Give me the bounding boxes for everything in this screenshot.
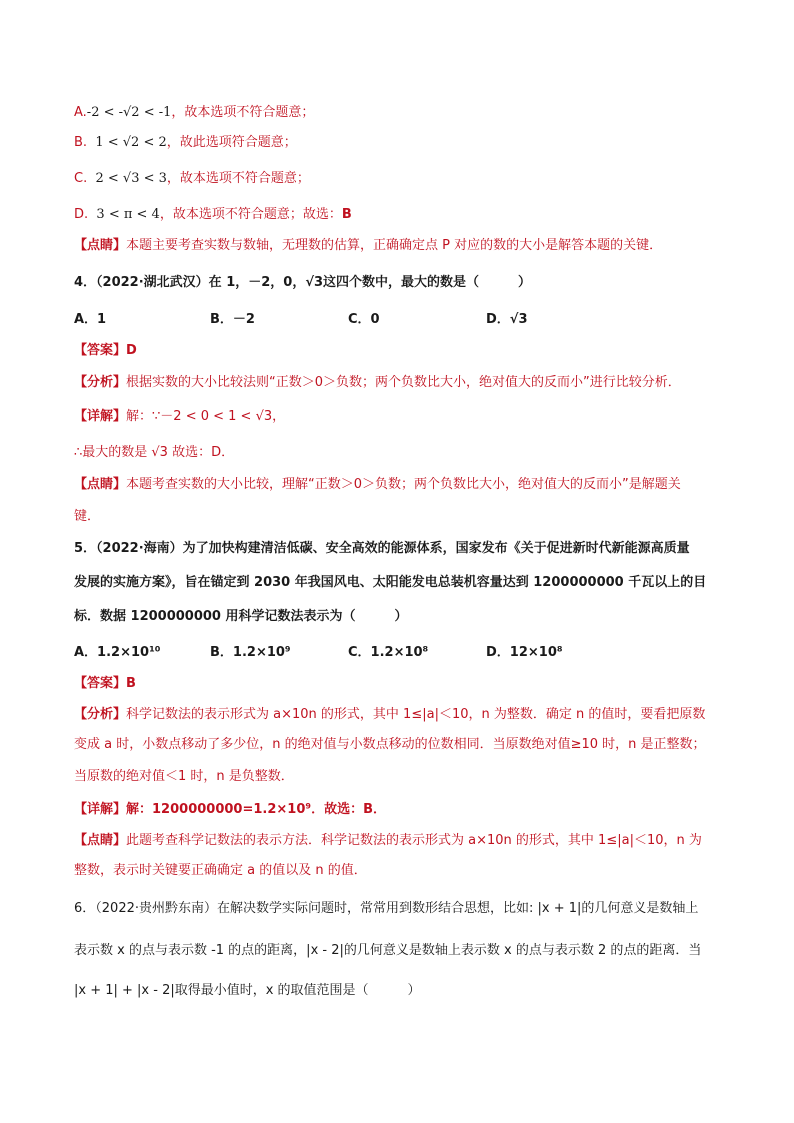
q5-analysis-line3: 当原数的绝对值＜1 时，n 是负整数．	[74, 769, 294, 784]
q3-option-d-label: D.	[74, 207, 89, 222]
q4-stem: 4．（2022·湖北武汉）在 1，－2，0，√3这四个数中，最大的数是（ ）	[74, 275, 532, 290]
q3-option-c	[74, 170, 310, 188]
q5-stem-line1: 5．（2022·海南）为了加快构建清洁低碳、安全高效的能源体系，国家发布《关于促进新时代新能源高质量	[74, 541, 690, 556]
q5-analysis	[74, 706, 705, 724]
q5-detail	[74, 801, 386, 819]
q4-comment-tag: 【点睛】	[74, 477, 127, 492]
q4-conclusion	[74, 444, 234, 462]
q3-answer: B	[341, 207, 352, 222]
q3-option-d-expr: 3 < π < 4	[96, 207, 160, 222]
q5-detail-tag: 【详解】	[74, 802, 127, 817]
q3-option-c-expr: 2 < √3 < 3	[95, 171, 167, 186]
q5-answer: B	[126, 676, 136, 691]
q3-option-b	[74, 134, 297, 152]
q6-stem-line2: 表示数 x 的点与表示数 -1 的点的距离，|x - 2|的几何意义是数轴上表示数 x 的点与表示数 2 的点的距离．当	[74, 943, 702, 958]
q5-stem-line3: 标．数据 1200000000 用科学记数法表示为（ ）	[74, 609, 408, 624]
q4-detail-tag: 【详解】	[74, 409, 127, 424]
q5-comment	[74, 832, 702, 850]
q3-option-b-text: ，故此选项符合题意；	[166, 135, 297, 150]
q3-option-a	[74, 104, 314, 122]
q4-conclusion-text: ∴最大的数是 √3 故选：D．	[74, 445, 235, 460]
q4-detail-text: 解：∵－2 < 0 < 1 < √3，	[126, 409, 286, 424]
q5-answer-line	[74, 675, 136, 693]
q3-option-c-label: C.	[74, 171, 88, 186]
q5-option-c: C．1.2×10⁸	[348, 645, 429, 660]
q4-analysis-tag: 【分析】	[74, 375, 127, 390]
q5-comment-line2: 整数，表示时关键要正确确定 a 的值以及 n 的值．	[74, 863, 367, 878]
q3-comment	[74, 237, 662, 255]
q5-analysis-tag: 【分析】	[74, 707, 127, 722]
q3-option-c-text: ，故本选项不符合题意；	[166, 171, 310, 186]
q4-answer: D	[126, 343, 137, 358]
q3-option-d	[74, 206, 352, 224]
q4-comment	[74, 476, 681, 494]
q3-option-a-text: ，故本选项不符合题意；	[171, 105, 315, 120]
q3-comment-text: 本题主要考查实数与数轴，无理数的估算，正确确定点 P 对应的数的大小是解答本题的关键．	[126, 238, 663, 253]
q3-option-a-label: A.	[74, 105, 87, 120]
q3-comment-tag: 【点睛】	[74, 238, 127, 253]
q4-option-a: A．1	[74, 312, 107, 327]
q5-answer-tag: 【答案】	[74, 676, 127, 691]
q5-comment-tag: 【点睛】	[74, 833, 127, 848]
q5-option-d: D．12×10⁸	[486, 645, 563, 660]
q4-detail	[74, 408, 285, 426]
q4-answer-line	[74, 342, 137, 360]
q4-comment-line2: 键．	[74, 509, 101, 524]
q5-option-b: B．1.2×10⁹	[210, 645, 291, 660]
q3-option-b-label: B.	[74, 135, 88, 150]
q6-stem-line3: |x + 1| + |x - 2|取得最小值时，x 的取值范围是（ ）	[74, 983, 421, 998]
q4-option-c: C．0	[348, 312, 380, 327]
q5-detail-text: 解：1200000000=1.2×10⁹．故选：B．	[126, 802, 386, 817]
q5-analysis-text: 科学记数法的表示形式为 a×10n 的形式，其中 1≤|a|＜10，n 为整数．确定 n 的值时，要看把原数	[126, 707, 706, 722]
q4-analysis	[74, 374, 681, 392]
q4-comment-text: 本题考查实数的大小比较，理解“正数＞0＞负数；两个负数比大小，绝对值大的反而小”是解题关	[126, 477, 681, 492]
q4-answer-tag: 【答案】	[74, 343, 127, 358]
q5-stem-line2: 发展的实施方案》，旨在锚定到 2030 年我国风电、太阳能发电总装机容量达到 1200000000 千瓦以上的目	[74, 575, 707, 590]
q3-option-d-text: ，故本选项不符合题意；故选：	[159, 207, 342, 222]
q4-option-d: D．√3	[486, 312, 528, 327]
q4-analysis-text: 根据实数的大小比较法则“正数＞0＞负数；两个负数比大小，绝对值大的反而小”进行比较分析．	[126, 375, 681, 390]
q5-comment-text: 此题考查科学记数法的表示方法．科学记数法的表示形式为 a×10n 的形式，其中 1≤|a|＜10，n 为	[126, 833, 702, 848]
q6-stem-line1: 6．（2022·贵州黔东南）在解决数学实际问题时，常常用到数形结合思想，比如: |x + 1|的几何意义是数轴上	[74, 901, 699, 916]
q3-option-b-expr: 1 < √2 < 2	[95, 135, 167, 150]
q5-analysis-line2: 变成 a 时，小数点移动了多少位，n 的绝对值与小数点移动的位数相同．当原数绝对值≥10 时，n 是正整数；	[74, 737, 706, 752]
q3-option-a-expr: -2 < -√2 < -1	[86, 105, 172, 120]
q4-option-b: B．－2	[210, 312, 255, 327]
q5-option-a: A．1.2×10¹⁰	[74, 645, 161, 660]
